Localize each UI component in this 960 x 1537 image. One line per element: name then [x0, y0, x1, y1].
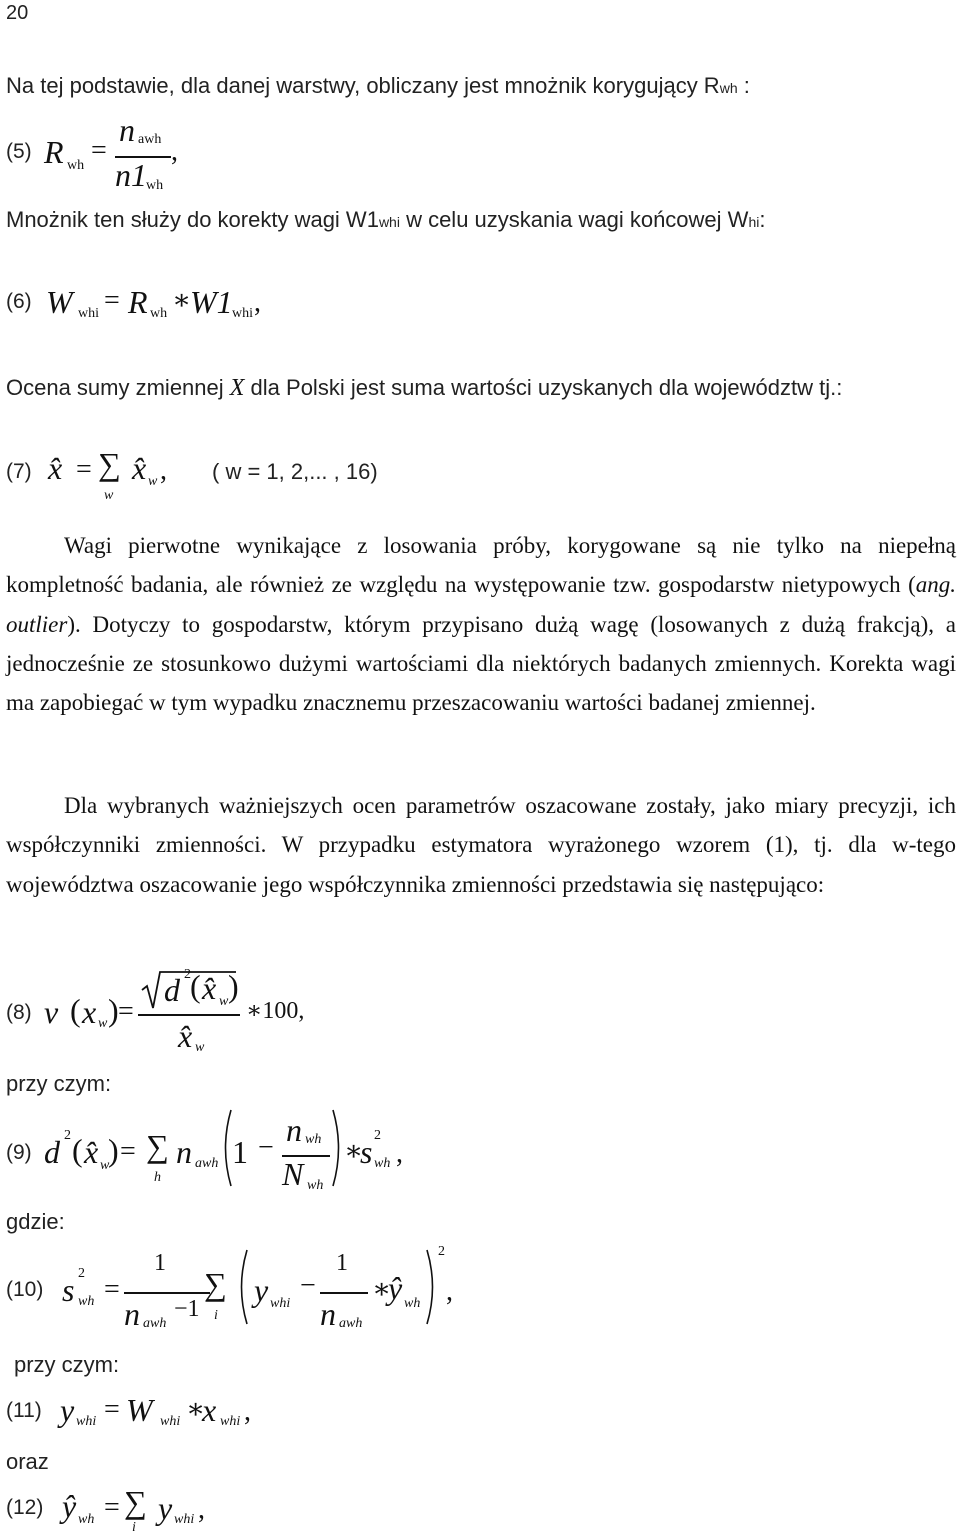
- eq5-denominator: n1: [115, 157, 147, 193]
- eq7-equals: =: [76, 454, 92, 485]
- eq5-comma: ,: [171, 136, 178, 167]
- eq9-one: 1: [232, 1134, 248, 1170]
- eq8-fraction-bar: [138, 1014, 240, 1016]
- eq10-s-squared: 2: [78, 1266, 85, 1281]
- eq12-yhat-sub: wh: [78, 1512, 95, 1527]
- eq11-x: x: [202, 1392, 217, 1428]
- eq10-number: (10): [6, 1278, 44, 1301]
- eq10-big-paren-left: [234, 1248, 250, 1326]
- eq12-comma: ,: [198, 1494, 205, 1525]
- eq9-xhat: x̂: [84, 1134, 99, 1170]
- eq7-range: ( w = 1, 2,... , 16): [212, 459, 378, 484]
- intro-sub: wh: [719, 80, 738, 96]
- eq10-fraction-bar1: [124, 1292, 210, 1294]
- eq8-inner-paren-right: ): [228, 968, 239, 1004]
- eq6-comma: ,: [254, 287, 261, 318]
- eq9-denominator-sub: wh: [307, 1178, 324, 1193]
- eq10-sigma-sub: i: [214, 1308, 218, 1323]
- eq12-y: y: [158, 1490, 173, 1526]
- eq8-den-xhat-sub: w: [195, 1040, 205, 1055]
- eq7-xhat-w: x̂: [132, 450, 147, 486]
- eq10-sigma: ∑: [204, 1266, 227, 1302]
- eq10-minus: −: [300, 1270, 316, 1301]
- eq8-den-xhat: x̂: [178, 1018, 193, 1054]
- eq10-y-sub: whi: [270, 1296, 291, 1311]
- paragraph-weights: [6, 526, 956, 722]
- eq8-d-squared: 2: [184, 967, 191, 982]
- eq8-x: x: [82, 994, 97, 1030]
- multiplier-line: [6, 207, 765, 233]
- sum-line: [6, 375, 842, 402]
- eq5-number: (5): [6, 140, 32, 163]
- eq10-yhat-sub: wh: [404, 1296, 421, 1311]
- eq9-comma: ,: [396, 1138, 403, 1169]
- eq9-minus: −: [258, 1132, 274, 1163]
- eq9-paren-right: ): [108, 1132, 119, 1168]
- eq9-n: n: [176, 1134, 192, 1170]
- eq9-n-sub: awh: [195, 1156, 219, 1171]
- label-oraz: oraz: [6, 1449, 49, 1474]
- eq6-W: W: [46, 284, 73, 320]
- eq5-numerator-sub: awh: [138, 132, 162, 147]
- eq12-y-sub: whi: [174, 1512, 195, 1527]
- eq7-number: (7): [6, 460, 32, 483]
- eq10-s: s: [62, 1272, 75, 1308]
- eq6-W1-sub: whi: [232, 306, 253, 321]
- eq6-R: R: [128, 284, 148, 320]
- mult-mid: w celu uzyskania wagi końcowej W: [399, 207, 749, 232]
- eq10-equals: =: [104, 1274, 120, 1305]
- eq5-equals: =: [91, 135, 107, 166]
- eq11-y: y: [60, 1392, 75, 1428]
- eq9-paren-left: (: [72, 1132, 83, 1168]
- eq7-sigma: ∑: [98, 446, 121, 482]
- eq6-equals: =: [104, 285, 120, 316]
- eq10-comma: ,: [446, 1276, 453, 1307]
- paragraph-precision: [6, 786, 956, 904]
- eq10-denominator1-sub: awh: [143, 1316, 167, 1331]
- eq9-s-squared: 2: [374, 1128, 381, 1143]
- eq9-d-squared: 2: [64, 1128, 71, 1143]
- para1-part2: ). Dotyczy to gospodarstw, którym przypisano dużą wagę (losowanych z dużą frakcją), a jednocześnie ze stosunkowo dużymi wartościami dla niektórych badanych zmiennych. Korekta wagi ma zapobiegać w tym wypadku znacznemu przeszacowaniu wartości badanej zmiennej.: [6, 611, 956, 716]
- eq9-numerator: n: [286, 1112, 302, 1148]
- eq10-denominator2-sub: awh: [339, 1316, 363, 1331]
- eq12-yhat: ŷ: [62, 1488, 77, 1524]
- mult-end: :: [759, 207, 766, 232]
- eq8-tail: ∗100,: [246, 998, 305, 1024]
- eq5-numerator: n: [119, 112, 135, 148]
- eq6-number: (6): [6, 290, 32, 313]
- eq7-xhat: x̂: [48, 450, 63, 486]
- eq11-star: ∗: [186, 1394, 206, 1425]
- eq12-equals: =: [104, 1492, 120, 1523]
- eq10-y: y: [254, 1272, 269, 1308]
- eq10-fraction-bar2: [320, 1292, 368, 1294]
- eq11-W-sub: whi: [160, 1414, 181, 1429]
- eq10-denominator1-tail: −1: [174, 1296, 200, 1322]
- para1-part1: Wagi pierwotne wynikające z losowania próby, korygowane są nie tylko na niepełną kompletność badania, ale również ze względu na występowanie tzw. gospodarstw nietypowych (: [6, 533, 956, 598]
- eq9-sigma: ∑: [146, 1128, 169, 1164]
- eq6-R-sub: wh: [150, 306, 168, 321]
- para2-text: Dla wybranych ważniejszych ocen parametrów oszacowane zostały, jako miary precyzji, ich współczynniki zmienności. W przypadku estymatora wyrażonego wzorem (1), tj. dla w-tego województwa oszacowanie jego współczynnika zmienności przedstawia się następująco:: [6, 793, 956, 897]
- mult-text: Mnożnik ten służy do korekty wagi W1: [6, 207, 379, 232]
- eq9-xhat-sub: w: [100, 1158, 110, 1173]
- page-number: 20: [6, 2, 29, 24]
- eq11-W: W: [126, 1392, 153, 1428]
- eq9-denominator: N: [282, 1156, 304, 1192]
- eq7-comma: ,: [160, 455, 167, 486]
- eq11-x-sub: whi: [220, 1414, 241, 1429]
- eq12-sigma-sub: i: [132, 1520, 136, 1535]
- eq8-d: d: [164, 972, 180, 1008]
- eq8-equals: =: [118, 996, 134, 1027]
- eq8-number: (8): [6, 1001, 32, 1024]
- eq12-number: (12): [6, 1496, 44, 1519]
- sum-text2: dla Polski jest suma wartości uzyskanych dla województw tj.:: [244, 375, 843, 400]
- eq11-comma: ,: [244, 1396, 251, 1427]
- eq9-s-sub: wh: [374, 1156, 391, 1171]
- eq7-sigma-sub: w: [104, 488, 114, 503]
- eq10-numerator1: 1: [154, 1250, 166, 1276]
- eq10-denominator2: n: [320, 1296, 336, 1332]
- intro-line: [6, 73, 750, 99]
- eq6-star: ∗: [172, 285, 192, 316]
- para1-italic: ang. outlier: [6, 572, 956, 637]
- eq8-inner-xhat-sub: w: [219, 994, 229, 1009]
- sum-text1: Ocena sumy zmiennej: [6, 375, 230, 400]
- eq5-lhs: R: [44, 134, 64, 170]
- eq9-d: d: [44, 1134, 60, 1170]
- eq8-paren-left: (: [70, 992, 81, 1028]
- eq10-numerator2: 1: [336, 1250, 348, 1276]
- eq8-inner-xhat: x̂: [202, 970, 217, 1006]
- label-przy-czym-2: przy czym:: [14, 1352, 120, 1377]
- eq11-number: (11): [6, 1399, 42, 1422]
- eq7-xhat-w-sub: w: [148, 474, 158, 489]
- eq9-s: s: [360, 1134, 373, 1170]
- eq8-inner-paren-left: (: [190, 968, 201, 1004]
- eq6-W1: W1: [190, 284, 233, 320]
- eq10-star: ∗: [372, 1274, 392, 1305]
- eq10-s-sub: wh: [78, 1294, 95, 1309]
- eq8-x-sub: w: [98, 1016, 108, 1031]
- label-gdzie: gdzie:: [6, 1209, 65, 1234]
- mult-sub2: hi: [748, 214, 760, 230]
- eq9-star: ∗: [344, 1136, 364, 1167]
- eq12-sigma: ∑: [124, 1484, 147, 1520]
- intro-end: :: [737, 73, 750, 98]
- eq9-equals: =: [120, 1136, 136, 1167]
- eq10-outer-squared: 2: [438, 1244, 445, 1259]
- sum-var: X: [229, 375, 245, 401]
- eq9-sigma-sub: h: [154, 1170, 161, 1185]
- eq10-denominator1: n: [124, 1296, 140, 1332]
- eq8-paren-right: ): [108, 992, 119, 1028]
- eq5-lhs-sub: wh: [67, 158, 85, 173]
- eq10-yhat: ŷ: [388, 1270, 403, 1306]
- eq9-numerator-sub: wh: [305, 1132, 322, 1147]
- eq8-v: v: [44, 994, 59, 1030]
- mult-sub1: whi: [378, 214, 400, 230]
- eq11-y-sub: whi: [76, 1414, 97, 1429]
- label-przy-czym-1: przy czym:: [6, 1071, 112, 1096]
- intro-text: Na tej podstawie, dla danej warstwy, obliczany jest mnożnik korygujący R: [6, 73, 720, 98]
- eq11-equals: =: [104, 1394, 120, 1425]
- eq6-W-sub: whi: [78, 306, 99, 321]
- eq9-number: (9): [6, 1141, 32, 1164]
- eq5-denominator-sub: wh: [146, 178, 164, 193]
